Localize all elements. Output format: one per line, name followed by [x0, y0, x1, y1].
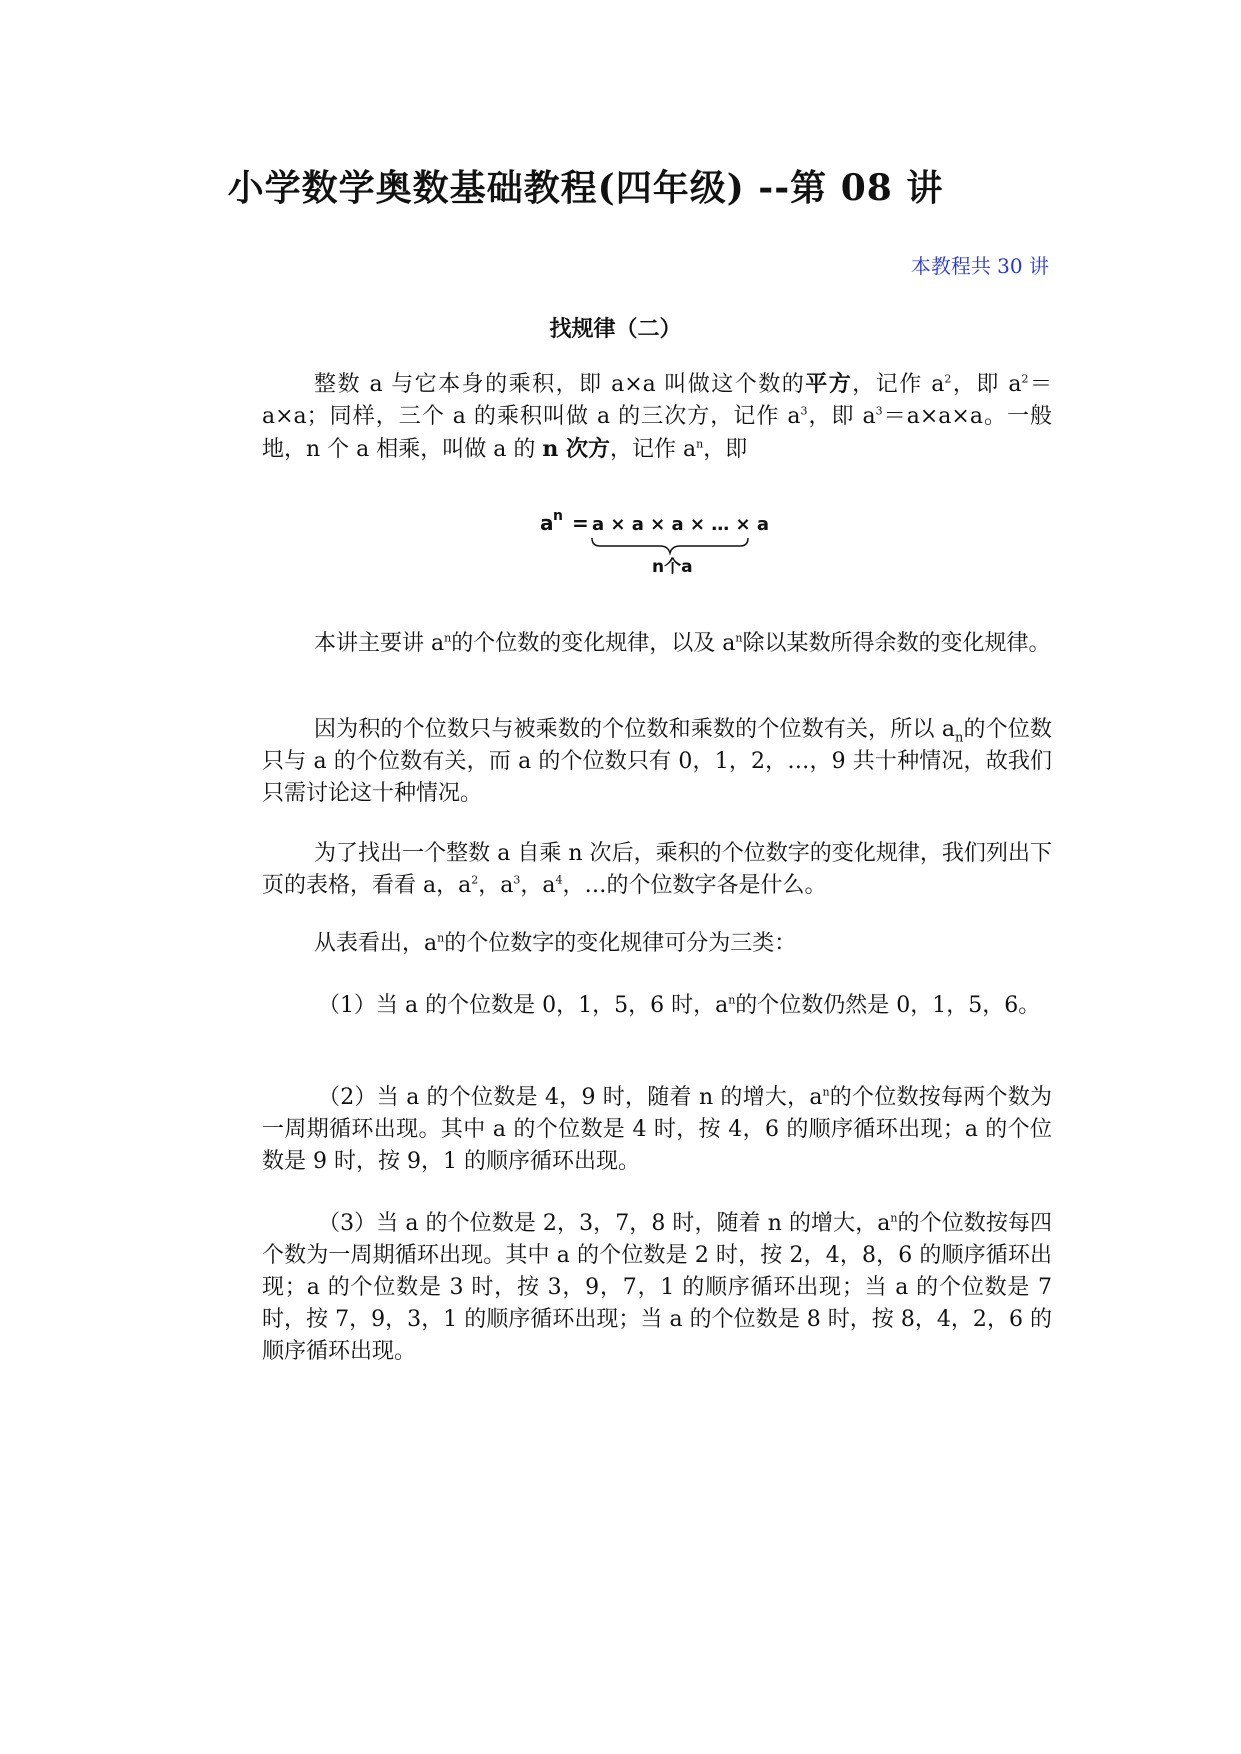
- exponent: n: [735, 631, 743, 645]
- text: ＝a×a×a。一般地，n 个 a 相乘，叫做 a 的: [262, 404, 1052, 462]
- subscript: n: [954, 730, 964, 746]
- exponent: n: [444, 631, 452, 645]
- text: 的个位数按每两个数为一周期循环出现。其中 a 的个位数是 4 时，按 4，6 的顺序循环出现；a 的个位数是 9 时，按 9，1 的顺序循环出现。: [262, 1085, 1052, 1174]
- paragraph-table-intro: [262, 838, 1052, 902]
- text: 的个位数字的变化规律可分为三类：: [444, 931, 797, 956]
- exponent: 3: [800, 404, 808, 418]
- text: 整数 a 与它本身的乘积，即 a×a 叫做这个数的: [314, 372, 806, 397]
- text: ，a: [520, 873, 556, 898]
- exponent: 2: [471, 873, 479, 887]
- brace-label: n个a: [652, 557, 693, 577]
- term-nth-power: n 次方: [542, 436, 611, 462]
- text: 因为积的个位数只与被乘数的个位数和乘数的个位数有关，所以 a: [314, 717, 955, 742]
- exponent: 2: [1021, 372, 1029, 386]
- formula-base: a: [540, 511, 554, 535]
- underbrace: [592, 538, 748, 553]
- series-note-link[interactable]: 本教程共 30 讲: [910, 254, 1049, 278]
- text: 从表看出，a: [314, 931, 438, 956]
- exponent: n: [728, 993, 736, 1007]
- term-square: 平方: [805, 371, 853, 397]
- list-item-case-3: [262, 1208, 1052, 1368]
- formula-equals: =: [572, 511, 589, 535]
- exponent: n: [696, 437, 704, 451]
- text: ＝a×a；同样，三个 a 的乘积叫做 a 的三次方，记作 a: [262, 372, 1052, 429]
- paragraph-definition: [262, 368, 1052, 466]
- text: （2）当 a 的个位数是 4，9 时，随着 n 的增大，a: [318, 1085, 823, 1110]
- text: 的个位数仍然是 0，1，5，6。: [735, 993, 1041, 1018]
- list-item-case-1: [262, 990, 1052, 1022]
- exponent: 3: [875, 404, 883, 418]
- text: 为了找出一个整数 a 自乘 n 次后，乘积的个位数字的变化规律，我们列出下页的表格，看看 a，a: [262, 841, 1052, 898]
- section-title: 找规律（二）: [549, 316, 682, 342]
- exponent: 3: [513, 873, 521, 887]
- text: （1）当 a 的个位数是 0，1，5，6 时，a: [318, 993, 729, 1018]
- text: ，即 a: [807, 404, 876, 429]
- text: ，记作 a: [610, 437, 697, 462]
- text: （3）当 a 的个位数是 2，3，7，8 时，随着 n 的增大，a: [318, 1211, 891, 1236]
- exponent: 4: [555, 873, 563, 887]
- text: 除以某数所得余数的变化规律。: [742, 631, 1051, 656]
- exponent: n: [437, 931, 445, 945]
- formula-exponent: n: [553, 508, 563, 524]
- text: 的个位数按每四个数为一周期循环出现。其中 a 的个位数是 2 时，按 2，4，8，6 的顺序循环出现；a 的个位数是 3 时，按 3，9，7，1 的顺序循环出现；当 a 的个位数是 7 时，按 7，9，3，1 的顺序循环出现；当 a 的个位数是 8 时，按 8，4，2，6 的顺序循环出现。: [262, 1211, 1052, 1364]
- paragraph-summary: [262, 928, 1052, 960]
- text: ，a: [478, 873, 514, 898]
- exponent: n: [822, 1085, 830, 1099]
- text: 的个位数的变化规律，以及 a: [451, 631, 736, 656]
- power-formula: [540, 508, 780, 578]
- text: ，即: [703, 437, 748, 462]
- exponent: n: [890, 1211, 898, 1225]
- formula-product: a × a × a × … × a: [592, 514, 770, 535]
- text: ，即 a: [951, 372, 1022, 397]
- page-title: 小学数学奥数基础教程(四年级) --第 08 讲: [227, 167, 944, 209]
- text: 本讲主要讲 a: [314, 631, 445, 656]
- paragraph-reason: [262, 714, 1052, 810]
- exponent: 2: [944, 372, 952, 386]
- text: ，…的个位数字各是什么。: [562, 873, 827, 898]
- text: 的个位数只与 a 的个位数有关，而 a 的个位数只有 0，1，2，…，9 共十种情况，故我们只需讨论这十种情况。: [262, 717, 1052, 806]
- paragraph-topic: [262, 628, 1052, 660]
- text: ，记作 a: [852, 372, 945, 397]
- list-item-case-2: [262, 1082, 1052, 1178]
